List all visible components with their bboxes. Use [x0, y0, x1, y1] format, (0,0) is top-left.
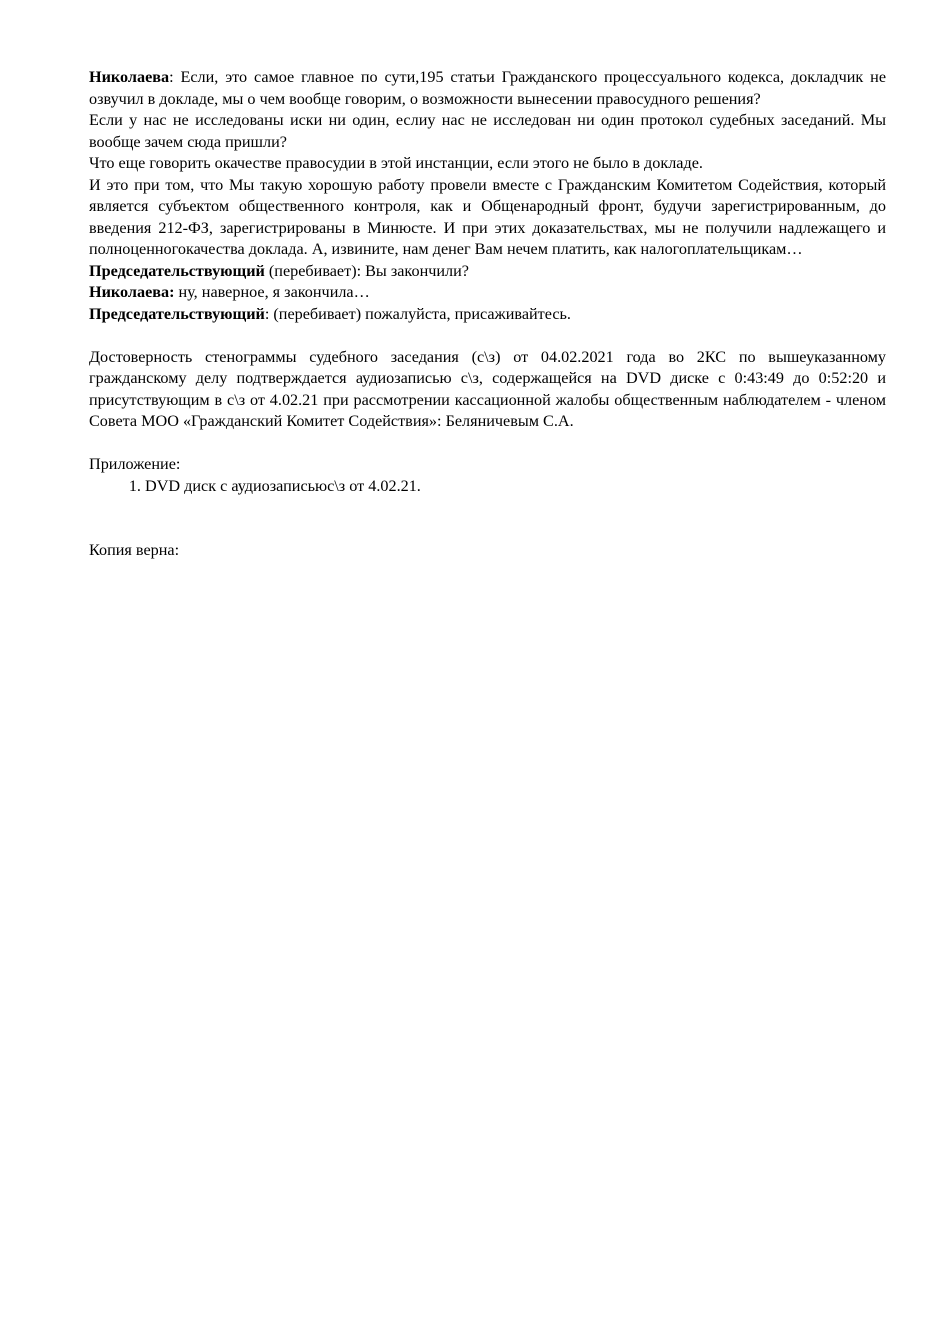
- speech-nikolaeva-2: [89, 282, 886, 304]
- spacer: [89, 325, 886, 347]
- speaker-name: Николаева:: [89, 283, 175, 301]
- speaker-name: Николаева: [89, 68, 170, 86]
- speech-chairman-1: [89, 261, 886, 283]
- certification-paragraph: Достоверность стенограммы судебного заседания (с\з) от 04.02.2021 года во 2КС по вышеуказанному гражданскому делу подтверждается аудиозаписью с\з, содержащейся на DVD диске с 0:43:49 до 0:52:20 и присутствующим в с\з от 4.02.21 при рассмотрении кассационной жалобы общественным наблюдателем - членом Совета МОО «Гражданский Комитет Содействия»: Беляничевым С.А.: [89, 347, 886, 430]
- speech-chairman-2: [89, 304, 886, 326]
- copy-certified-label: Копия верна:: [89, 541, 180, 559]
- paragraph-2: Если у нас не исследованы иски ни один, еслиу нас не исследован ни один протокол судебных заседаний. Мы вообще зачем сюда пришли?: [89, 111, 886, 151]
- speech-text: Если, это самое главное по сути,195 статьи Гражданского процессуального кодекса, докладчик не озвучил в докладе, мы о чем вообще говорим, о возможности вынесении правосудного решения?: [89, 68, 886, 108]
- spacer: [89, 433, 886, 455]
- speaker-separator: :: [169, 68, 174, 86]
- speech-text: (перебивает): Вы закончили?: [264, 261, 469, 280]
- paragraph-3: Что еще говорить окачестве правосудии в этой инстанции, если этого не было в докладе.: [89, 154, 703, 172]
- spacer: [89, 497, 886, 540]
- speaker-name: Председательствующий: [89, 261, 265, 280]
- speech-nikolaeva-1: [89, 67, 886, 110]
- speaker-name: Председательствующий: [89, 304, 265, 323]
- paragraph-4: И это при том, что Мы такую хорошую работу провели вместе с Гражданским Комитетом Содействия, который является субъектом общественного контроля, как и Общенародный фронт, будучи зарегистрированным, до введения 212-ФЗ, зарегистрированы в Минюсте. И при этих доказательствах, мы не получили надлежащего и полноценногокачества доклада. А, извините, нам денег Вам нечем платить, как налогоплательщикам…: [89, 175, 886, 258]
- appendix-title: Приложение:: [89, 455, 181, 473]
- speech-text: : (перебивает) пожалуйста, присаживайтесь.: [264, 304, 571, 323]
- appendix-list: [89, 476, 886, 498]
- appendix-item: 1. DVD диск с аудиозаписьюс\з от 4.02.21.: [145, 476, 886, 498]
- speech-text: ну, наверное, я закончила…: [174, 283, 370, 301]
- document-page: [89, 67, 886, 562]
